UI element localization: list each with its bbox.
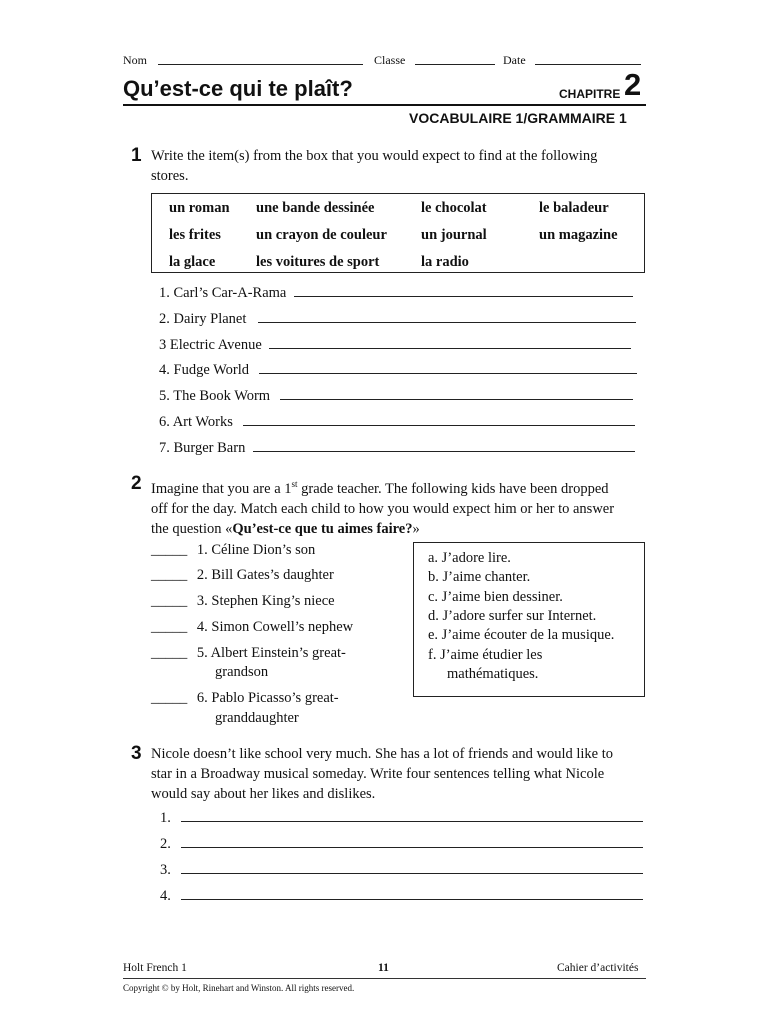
answer-option: e. J’aime écouter de la musique. (428, 627, 615, 643)
match-item-6 (151, 690, 339, 708)
answer-option: f. J’aime étudier les (428, 647, 543, 663)
question-3-number: 3 (131, 743, 142, 764)
store-item-7 (159, 440, 635, 458)
vocab-item: la glace (169, 254, 216, 270)
answer-blank[interactable] (243, 414, 635, 426)
sentence-number: 4. (160, 888, 171, 904)
match-blank[interactable]: _____ (151, 593, 188, 609)
match-item-3 (151, 593, 335, 611)
classe-blank[interactable] (415, 53, 495, 65)
answer-blank[interactable] (294, 285, 633, 297)
section-heading: VOCABULAIRE 1/GRAMMAIRE 1 (409, 110, 627, 126)
sentence-item-1 (160, 810, 643, 828)
instruction-text: grade teacher. The following kids have been dropped (297, 480, 609, 497)
vocab-item: un journal (421, 227, 487, 243)
store-item-6 (159, 414, 635, 432)
sentence-blank[interactable] (181, 888, 643, 900)
copyright: Copyright © by Holt, Rinehart and Winston. All rights reserved. (123, 983, 355, 993)
footer-book-title: Holt French 1 (123, 962, 187, 974)
vocab-item: les voitures de sport (256, 254, 380, 270)
answer-option: a. J’adore lire. (428, 550, 511, 566)
instruction-line: star in a Broadway musical someday. Write four sentences telling what Nicole (151, 766, 605, 782)
instruction-line: Write the item(s) from the box that you would expect to find at the following (151, 148, 598, 164)
child-label: 2. Bill Gates’s daughter (196, 567, 334, 583)
answer-option: c. J’aime bien dessiner. (428, 589, 563, 605)
match-item-5 (151, 645, 346, 663)
date-blank[interactable] (535, 53, 641, 65)
child-label: 3. Stephen King’s niece (196, 593, 335, 609)
match-item-1 (151, 542, 315, 560)
sentence-number: 1. (160, 810, 171, 826)
store-item-5 (159, 388, 633, 406)
store-label: 3 Electric Avenue (159, 337, 262, 353)
footer-rule (123, 978, 646, 979)
instruction-text: Imagine that you are a 1 (151, 480, 292, 497)
page-number: 11 (378, 962, 389, 974)
child-label: 5. Albert Einstein’s great- (196, 645, 346, 661)
match-blank[interactable]: _____ (151, 645, 188, 661)
vocab-item: le baladeur (539, 200, 609, 216)
vocab-item: les frites (169, 227, 221, 243)
vocab-item: une bande dessinée (256, 200, 375, 216)
child-label: 1. Céline Dion’s son (196, 542, 316, 558)
classe-label: Classe (374, 53, 406, 67)
child-label-continued: grandson (215, 664, 269, 680)
nom-label: Nom (123, 53, 147, 67)
sentence-blank[interactable] (181, 862, 643, 874)
instruction-line (151, 474, 651, 499)
store-label: 4. Fudge World (159, 362, 249, 378)
store-label: 5. The Book Worm (159, 388, 271, 404)
instruction-text: » (412, 520, 420, 537)
chapter-label: CHAPITRE (559, 87, 621, 101)
vocab-item: un magazine (539, 227, 618, 243)
instruction-text: the question « (151, 520, 233, 537)
page-title: Qu’est-ce qui te plaît? (123, 76, 353, 101)
question-2-instruction (151, 474, 651, 539)
sentence-number: 3. (160, 862, 171, 878)
sentence-blank[interactable] (181, 810, 643, 822)
title-rule (123, 104, 646, 106)
vocab-item: le chocolat (421, 200, 487, 216)
answer-option: d. J’adore surfer sur Internet. (428, 608, 597, 624)
question-phrase: Qu’est-ce que tu aimes faire? (232, 520, 413, 537)
sentence-blank[interactable] (181, 836, 643, 848)
student-info-header (123, 53, 643, 69)
answer-blank[interactable] (280, 388, 633, 400)
superscript: st (291, 479, 298, 489)
store-item-1 (159, 285, 633, 303)
sentence-number: 2. (160, 836, 171, 852)
match-item-4 (151, 619, 353, 637)
store-item-4 (159, 362, 637, 380)
match-blank[interactable]: _____ (151, 619, 188, 635)
child-label: 4. Simon Cowell’s nephew (196, 619, 354, 635)
vocab-item: un crayon de couleur (256, 227, 387, 243)
store-label: 6. Art Works (159, 414, 233, 430)
question-2-number: 2 (131, 473, 142, 494)
instruction-line: stores. (151, 168, 189, 184)
sentence-item-4 (160, 888, 643, 906)
child-label-continued: granddaughter (215, 710, 299, 726)
match-blank[interactable]: _____ (151, 567, 188, 583)
sentence-item-3 (160, 862, 643, 880)
footer-workbook-name: Cahier d’activités (557, 962, 639, 974)
answer-options-box (413, 542, 645, 697)
answer-blank[interactable] (258, 311, 636, 323)
store-label: 2. Dairy Planet (159, 311, 247, 327)
store-label: 7. Burger Barn (159, 440, 246, 456)
question-3-instruction (151, 744, 651, 804)
question-1-number: 1 (131, 145, 142, 166)
match-item-2 (151, 567, 334, 585)
store-item-3 (159, 337, 631, 355)
answer-blank[interactable] (259, 362, 637, 374)
instruction-line: Nicole doesn’t like school very much. She has a lot of friends and would like to (151, 746, 614, 762)
match-blank[interactable]: _____ (151, 542, 188, 558)
instruction-line: would say about her likes and dislikes. (151, 786, 376, 802)
store-item-2 (159, 311, 636, 329)
instruction-line (151, 519, 651, 539)
sentence-item-2 (160, 836, 643, 854)
nom-blank[interactable] (158, 53, 363, 65)
chapter-number: 2 (624, 67, 642, 102)
instruction-line: off for the day. Match each child to how you would expect him or her to answer (151, 500, 615, 517)
date-label: Date (503, 53, 526, 67)
answer-blank[interactable] (253, 440, 635, 452)
store-label: 1. Carl’s Car-A-Rama (159, 285, 287, 301)
vocab-item: la radio (421, 254, 469, 270)
vocab-item: un roman (169, 200, 230, 216)
answer-option: b. J’aime chanter. (428, 569, 531, 585)
answer-option-continued: mathématiques. (447, 666, 539, 682)
question-1-instruction (151, 146, 597, 186)
match-blank[interactable]: _____ (151, 690, 188, 706)
child-label: 6. Pablo Picasso’s great- (196, 690, 339, 706)
answer-blank[interactable] (269, 337, 631, 349)
